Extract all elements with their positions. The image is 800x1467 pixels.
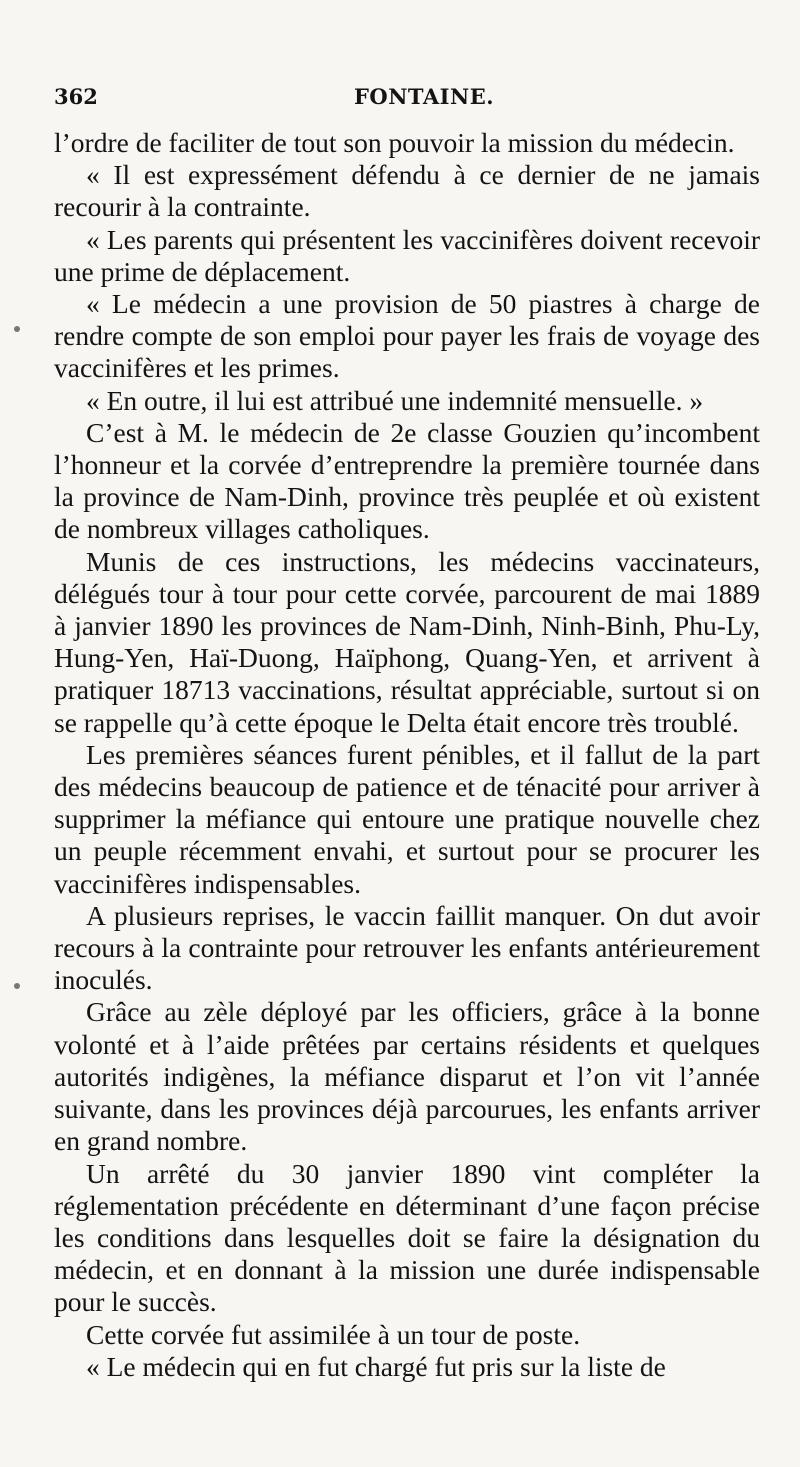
- paragraph: « Le médecin qui en fut chargé fut pris sur la liste de: [86, 1350, 666, 1382]
- margin-speck: [14, 326, 20, 332]
- paragraph: l’ordre de faciliter de tout son pouvoir la mission du médecin.: [54, 127, 735, 158]
- paragraph: Munis de ces instructions, les médecins vaccinateurs, délégués tour à tour pour cette corvée, parcourent de mai 1889 à janvier 1890 les provinces de Nam-Dinh, Ninh-Binh, Phu-Ly, Hung-Yen, Haï-Duong, Haïphong, Quang-Yen, et arrivent à pratiquer 18713 vaccinations, résultat appréciable, surtout si on se rappelle qu’à cette époque le Delta était encore très troublé.: [54, 545, 760, 738]
- margin-speck: [14, 983, 20, 989]
- paragraph: C’est à M. le médecin de 2e classe Gouzien qu’incombent l’honneur et la corvée d’entreprendre la première tournée dans la province de Nam-Dinh, province très peuplée et où existent de nombreux villages catholiques.: [54, 416, 760, 545]
- paragraph: Cette corvée fut assimilée à un tour de poste.: [86, 1318, 581, 1350]
- running-head: FONTAINE.: [354, 84, 495, 109]
- paragraph: « Le médecin a une provision de 50 piastres à charge de rendre compte de son emploi pour payer les frais de voyage des vaccinifères et les primes.: [54, 288, 760, 384]
- paragraph: « Les parents qui présentent les vaccinifères doivent recevoir une prime de déplacement.: [54, 223, 760, 287]
- paragraph: Les premières séances furent pénibles, et il fallut de la part des médecins beaucoup de patience et de ténacité pour arriver à supprimer la méfiance qui entoure une pratique nouvelle chez un peuple récemment envahi, et surtout pour se procurer les vaccinifères indispensables.: [54, 738, 760, 899]
- page-header: [54, 84, 760, 116]
- body-text: [54, 127, 760, 1383]
- paragraph: Grâce au zèle déployé par les officiers, grâce à la bonne volonté et à l’aide prêtées par certains résidents et quelques autorités indigènes, la méfiance disparut et l’on vit l’année suivante, dans les provinces déjà parcourues, les enfants arriver en grand nombre.: [54, 996, 760, 1157]
- paragraph: « En outre, il lui est attribué une indemnité mensuelle. »: [86, 384, 704, 416]
- paragraph: « Il est expressément défendu à ce dernier de ne jamais recourir à la contrainte.: [54, 159, 760, 223]
- page-number: 362: [54, 84, 98, 109]
- paragraph: A plusieurs reprises, le vaccin faillit manquer. On dut avoir recours à la contrainte pour retrouver les enfants antérieurement inoculés.: [54, 899, 760, 996]
- paragraph: Un arrêté du 30 janvier 1890 vint compléter la réglementation précédente en déterminant d’une façon précise les conditions dans lesquelles doit se faire la désignation du médecin, et en donnant à la mission une durée indispensable pour le succès.: [54, 1157, 760, 1318]
